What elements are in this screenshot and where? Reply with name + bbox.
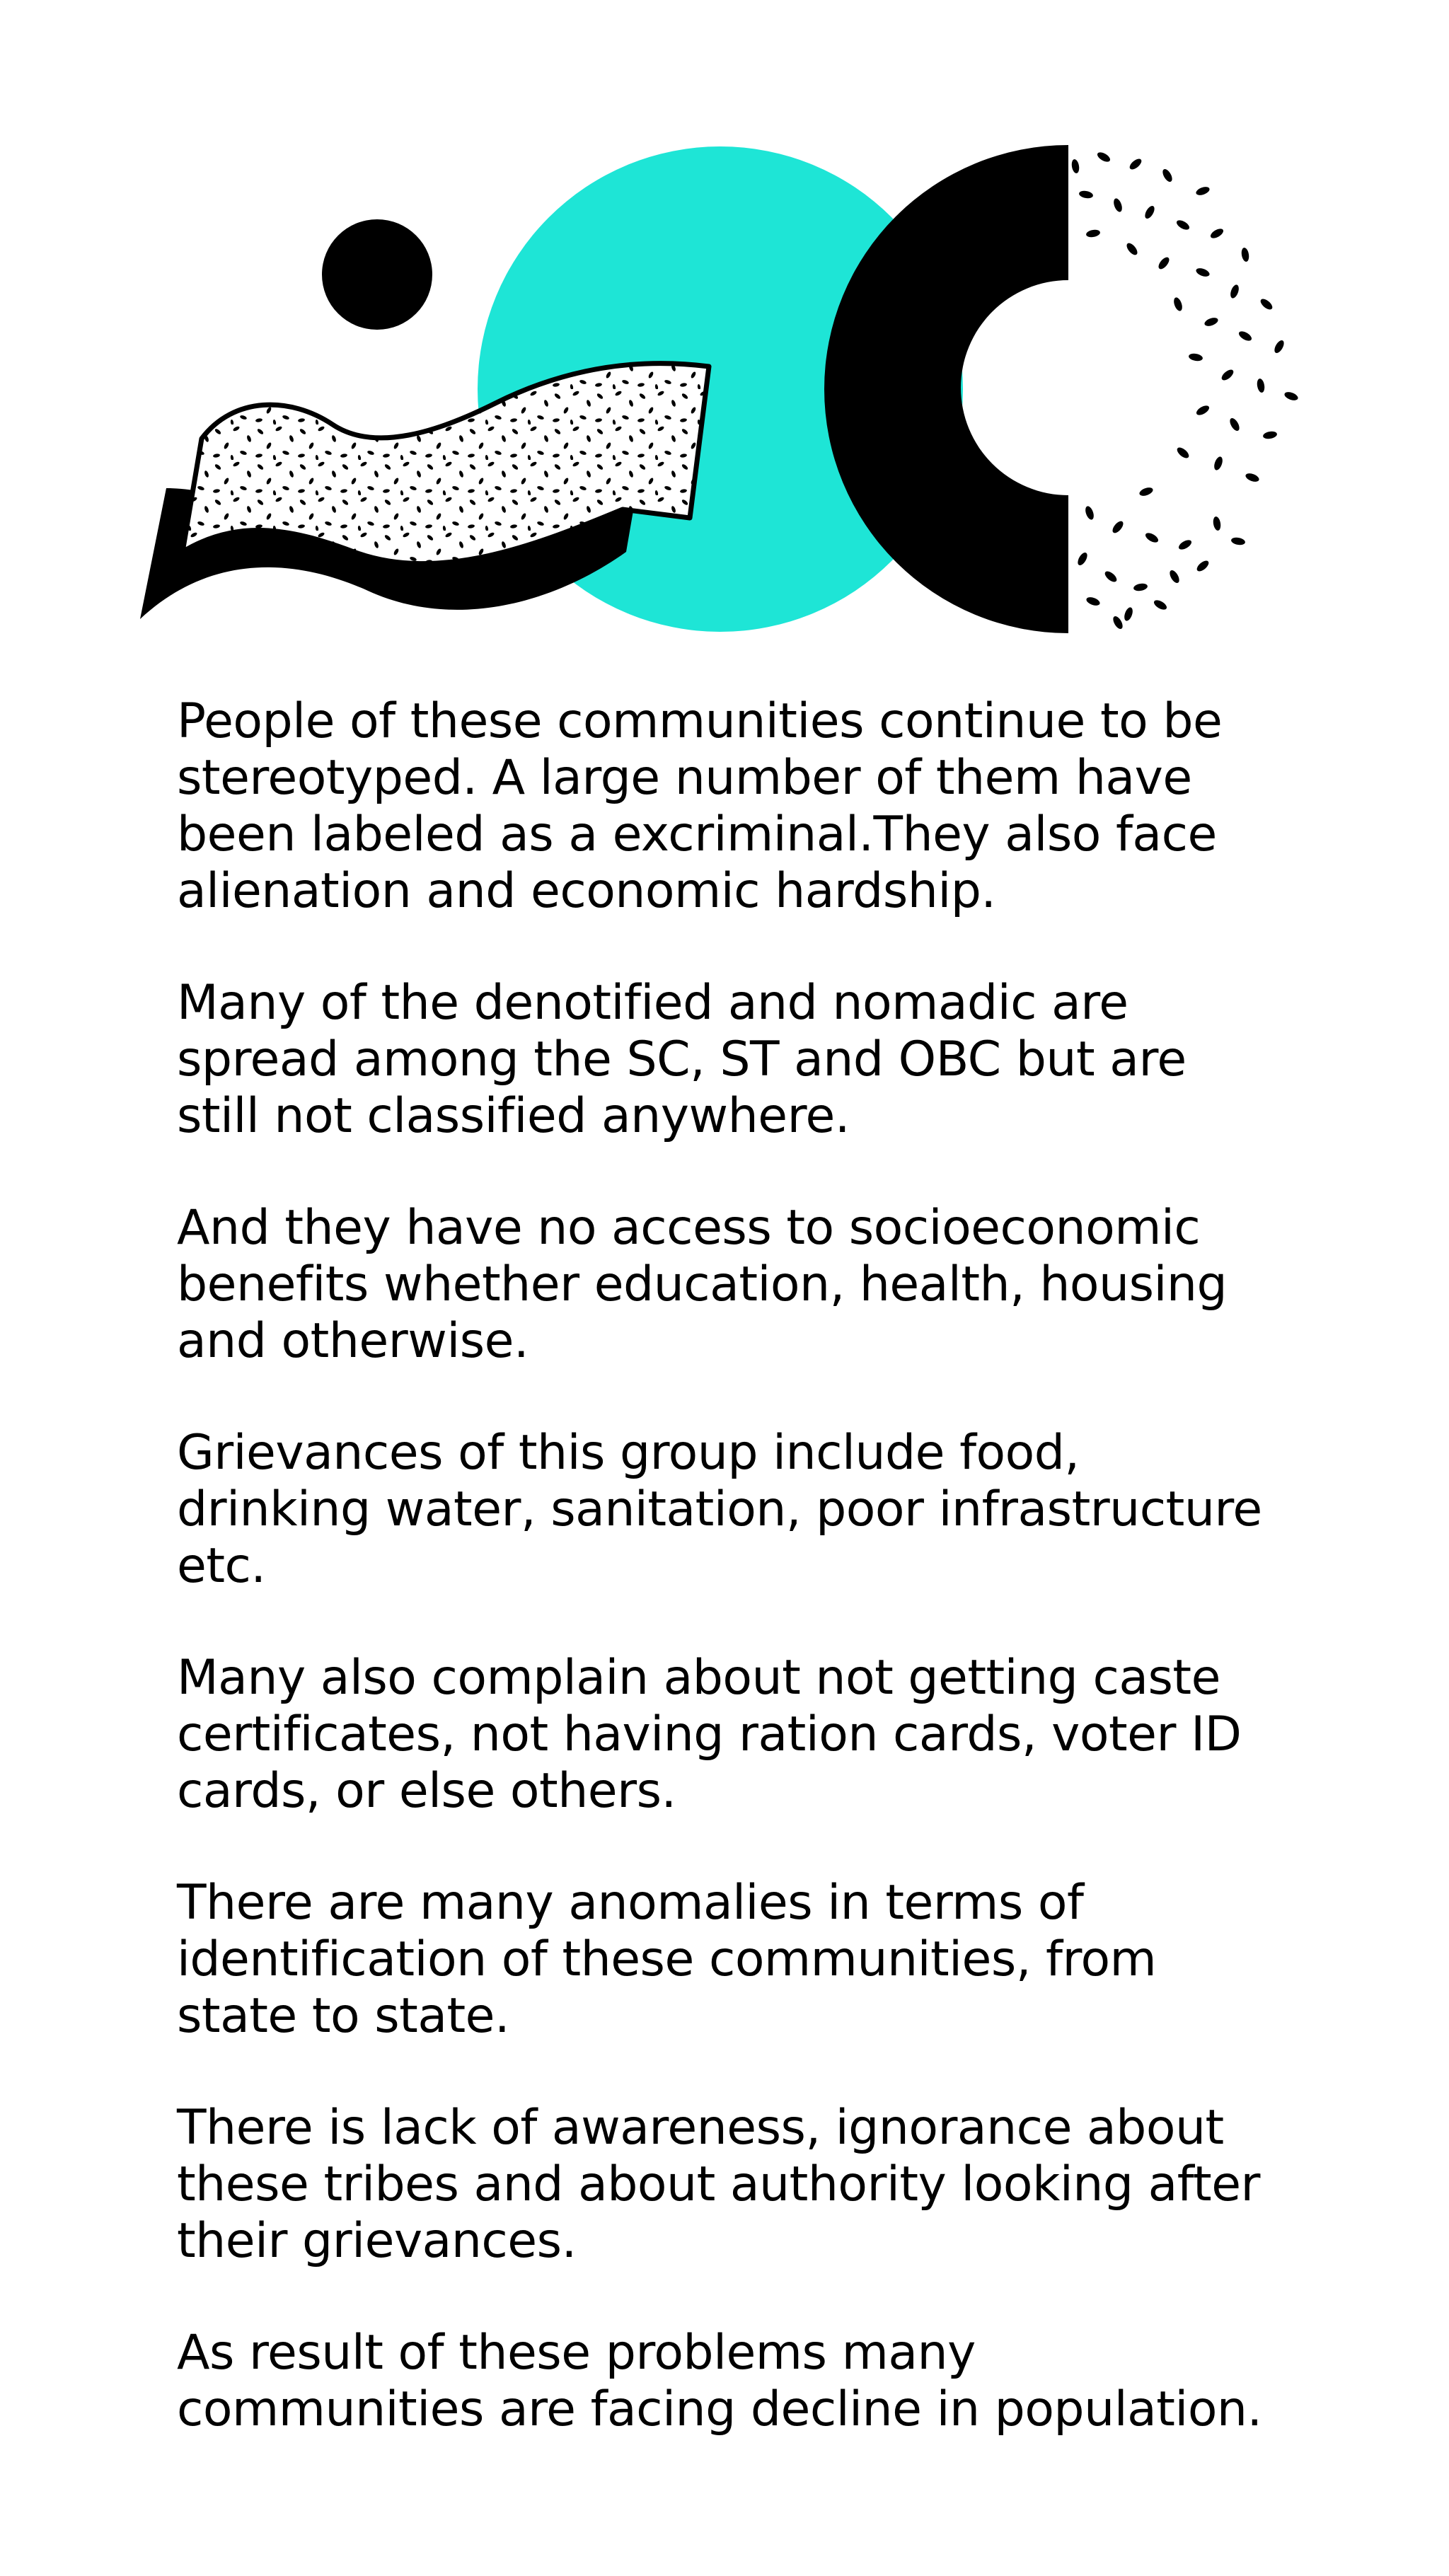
speckle-ring-icon <box>1070 151 1299 630</box>
paragraph-anomalies: There are many anomalies in terms of identification of these communities, from state to state. <box>177 1875 1157 2044</box>
paragraph-stereotyping: People of these communities continue to be stereotyped. A large number of them have been labeled as a excriminal.They also face alienation and economic hardship. <box>177 693 1223 919</box>
black-dot-icon <box>322 219 432 330</box>
paragraph-documents: Many also complain about not getting caste certificates, not having ration cards, voter ID cards, or else others. <box>177 1650 1242 1819</box>
article-body <box>177 693 1337 2438</box>
paragraph-classification: Many of the denotified and nomadic are spread among the SC, ST and OBC but are still not classified anywhere. <box>177 975 1187 1144</box>
paragraph-awareness: There is lack of awareness, ignorance about these tribes and about authority looking after their grievances. <box>177 2100 1261 2269</box>
paragraph-grievances: Grievances of this group include food, drinking water, sanitation, poor infrastructure etc. <box>177 1425 1262 1594</box>
paragraph-population-decline: As result of these problems many communities are facing decline in population. <box>177 2325 1262 2437</box>
paragraph-access-to-benefits: And they have no access to socioeconomic benefits whether education, health, housing and otherwise. <box>177 1200 1228 1369</box>
header-illustration <box>0 0 1449 644</box>
